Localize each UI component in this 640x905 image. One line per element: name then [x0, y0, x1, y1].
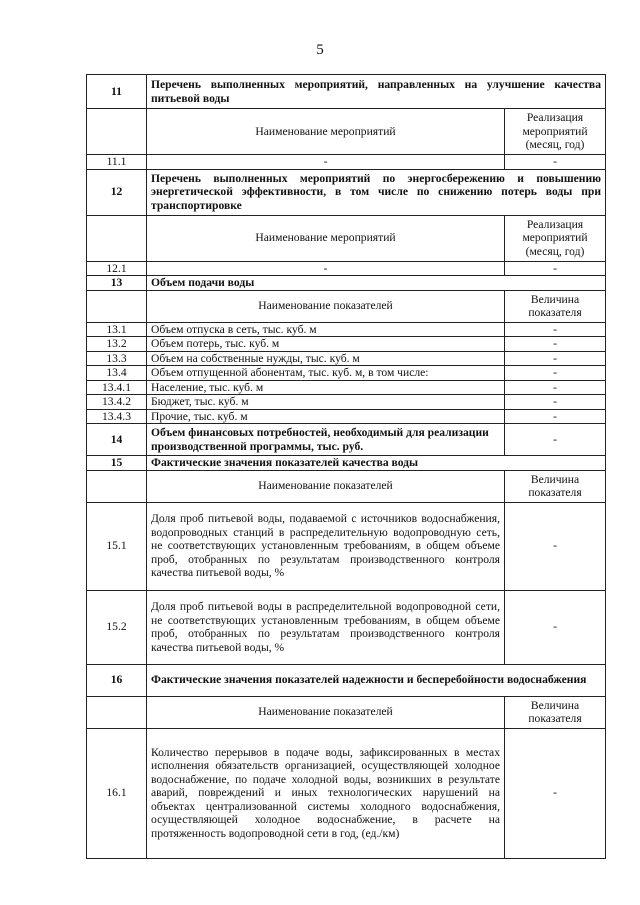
column-header-value: Реализация мероприятий (месяц, год): [505, 109, 606, 155]
section-row-14: [87, 424, 606, 456]
row-name: Прочие, тыс. куб. м: [147, 409, 505, 424]
row-value: -: [505, 322, 606, 337]
section-row-12: [87, 169, 606, 215]
row-name: Объем отпуска в сеть, тыс. куб. м: [147, 322, 505, 337]
row-name: Бюджет, тыс. куб. м: [147, 395, 505, 410]
row-value: -: [505, 366, 606, 381]
table-row: [87, 337, 606, 352]
header-row: [87, 109, 606, 155]
row-number: 15: [87, 456, 147, 471]
row-name: Объем потерь, тыс. куб. м: [147, 337, 505, 352]
row-name: -: [147, 155, 505, 170]
row-value: -: [505, 409, 606, 424]
section-row-15: [87, 456, 606, 471]
column-header-value: Величина показателя: [505, 696, 606, 728]
row-name: -: [147, 261, 505, 276]
row-value: -: [505, 261, 606, 276]
row-value: -: [505, 337, 606, 352]
row-number: 12: [87, 169, 147, 215]
row-value: -: [505, 590, 606, 664]
row-value: -: [505, 155, 606, 170]
header-row: [87, 215, 606, 261]
row-name: Количество перерывов в подаче воды, зафиксированных в местах исполнения обязательств организацией, осуществляющей холодное водоснабжение, по подаче холодной воды, возникших в результате аварий, повреждений и иных технологических нарушений на объектах централизованной системы холодного водоснабжения, осуществляющей холодное водоснабжение, в расчете на протяженность водопроводной сети в год, (ед./км): [147, 728, 505, 858]
row-value: -: [505, 502, 606, 590]
row-name: Объем отпущенной абонентам, тыс. куб. м, в том числе:: [147, 366, 505, 381]
column-header-value: Реализация мероприятий (месяц, год): [505, 215, 606, 261]
table-row: [87, 590, 606, 664]
table-row: [87, 395, 606, 410]
row-number: 12.1: [87, 261, 147, 276]
page-number: 5: [316, 42, 324, 58]
row-number: 13.4.2: [87, 395, 147, 410]
row-number: 11.1: [87, 155, 147, 170]
row-number: 15.2: [87, 590, 147, 664]
table-row: [87, 409, 606, 424]
row-value: -: [505, 395, 606, 410]
row-number: 16.1: [87, 728, 147, 858]
section-title: Объем финансовых потребностей, необходимый для реализации производственной программы, тыс. руб.: [147, 424, 505, 456]
row-value: -: [505, 424, 606, 456]
column-header-name: Наименование показателей: [147, 290, 505, 322]
row-number: 13.2: [87, 337, 147, 352]
section-title: Фактические значения показателей качества воды: [147, 456, 606, 471]
section-row-13: [87, 276, 606, 291]
row-number: 13.4: [87, 366, 147, 381]
section-title: Перечень выполненных мероприятий, направленных на улучшение качества питьевой воды: [147, 75, 606, 109]
header-row: [87, 696, 606, 728]
row-number: 15.1: [87, 502, 147, 590]
row-number: 14: [87, 424, 147, 456]
row-number: 13.1: [87, 322, 147, 337]
row-value: -: [505, 351, 606, 366]
header-row: [87, 290, 606, 322]
section-title: Перечень выполненных мероприятий по энергосбережению и повышению энергетической эффективности, в том числе по снижению потерь воды при транспортировке: [147, 169, 606, 215]
column-header-name: Наименование показателей: [147, 696, 505, 728]
column-header-value: Величина показателя: [505, 290, 606, 322]
section-row-16: [87, 664, 606, 696]
report-table: [86, 74, 606, 859]
table-row: [87, 155, 606, 170]
table-row: [87, 380, 606, 395]
column-header-name: Наименование мероприятий: [147, 215, 505, 261]
row-number: 13.4.3: [87, 409, 147, 424]
header-row: [87, 470, 606, 502]
row-number: 13: [87, 276, 147, 291]
section-row-11: [87, 75, 606, 109]
row-number: 11: [87, 75, 147, 109]
table-row: [87, 366, 606, 381]
row-name: Объем на собственные нужды, тыс. куб. м: [147, 351, 505, 366]
row-name: Население, тыс. куб. м: [147, 380, 505, 395]
section-title: Фактические значения показателей надежности и бесперебойности водоснабжения: [147, 664, 606, 696]
row-name: Доля проб питьевой воды, подаваемой с источников водоснабжения, водопроводных станций в распределительную водопроводную сеть, не соответствующих установленным требованиям, в общем объеме проб, отобранных по результатам производственного контроля качества питьевой воды, %: [147, 502, 505, 590]
column-header-name: Наименование показателей: [147, 470, 505, 502]
row-number: 13.3: [87, 351, 147, 366]
row-value: -: [505, 380, 606, 395]
table-row: [87, 261, 606, 276]
row-number: 16: [87, 664, 147, 696]
table-row: [87, 322, 606, 337]
row-value: -: [505, 728, 606, 858]
row-name: Доля проб питьевой воды в распределительной водопроводной сети, не соответствующих установленным требованиям, в общем объеме проб, отобранных по результатам производственного контроля качества питьевой воды, %: [147, 590, 505, 664]
section-title: Объем подачи воды: [147, 276, 606, 291]
table-row: [87, 502, 606, 590]
table-row: [87, 728, 606, 858]
table-row: [87, 351, 606, 366]
column-header-name: Наименование мероприятий: [147, 109, 505, 155]
column-header-value: Величина показателя: [505, 470, 606, 502]
row-number: 13.4.1: [87, 380, 147, 395]
